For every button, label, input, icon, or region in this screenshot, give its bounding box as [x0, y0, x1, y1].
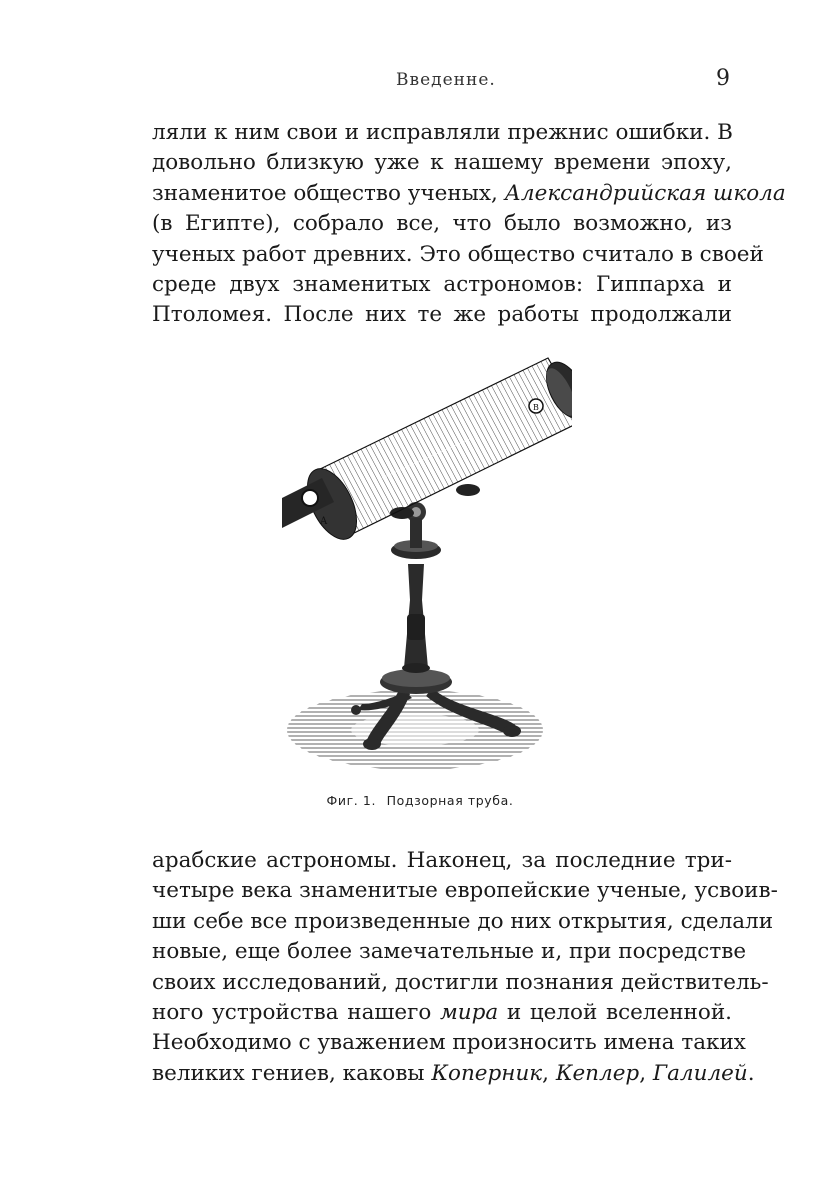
text-line: знаменитое общество ученых, Александрийская школа [152, 180, 786, 206]
text-line: довольно близкую уже к нашему времени эпоху, [152, 150, 732, 176]
text-line: ученых работ древних. Это общество считало в своей [152, 241, 764, 267]
text-line: среде двух знаменитых астрономов: Гиппарха и [152, 271, 732, 297]
text-line: великих гениев, каковы Коперник, Кеплер, Галилей. [152, 1060, 755, 1086]
label-b: B [533, 403, 539, 412]
telescope-figure [282, 338, 572, 784]
text-line: четыре века знаменитые европейские ученые, усвоив- [152, 878, 778, 904]
page-number: 9 [716, 66, 730, 91]
text-line: ного устройства нашего мира и целой вселенной. [152, 999, 732, 1025]
italic-term: Александрийская школа [504, 180, 786, 206]
italic-name: Кеплер [555, 1060, 640, 1086]
paragraph-top [152, 118, 786, 331]
label-a: A [320, 516, 328, 527]
italic-term: мира [439, 999, 499, 1025]
text-line: своих исследований, достигли познания действитель- [152, 969, 769, 995]
running-head: Введенне. [396, 70, 496, 90]
caption-text: Подзорная труба. [386, 793, 514, 808]
italic-name: Коперник [431, 1060, 543, 1086]
text-line: (в Египте), собрало все, что было возможно, из [152, 211, 732, 237]
text-line: Необходимо с уважением произносить имена таких [152, 1030, 746, 1056]
figure-caption [0, 793, 840, 808]
text-line: арабские астрономы. Наконец, за последние три- [152, 848, 732, 873]
italic-name: Галилей [652, 1060, 748, 1086]
pillar [391, 502, 441, 673]
text-line: новые, еще более замечательные и, при посредстве [152, 939, 747, 965]
caption-number: Фиг. 1. [326, 793, 377, 808]
paragraph-bottom [152, 846, 778, 1089]
text-line: Птоломея. После них те же работы продолжали [152, 302, 732, 328]
text-line: ши себе все произведенные до них открытия, сделали [152, 908, 774, 934]
telescope-illustration [282, 338, 572, 784]
text-line: ляли к ним свои и исправляли прежнис ошибки. В [152, 120, 733, 145]
